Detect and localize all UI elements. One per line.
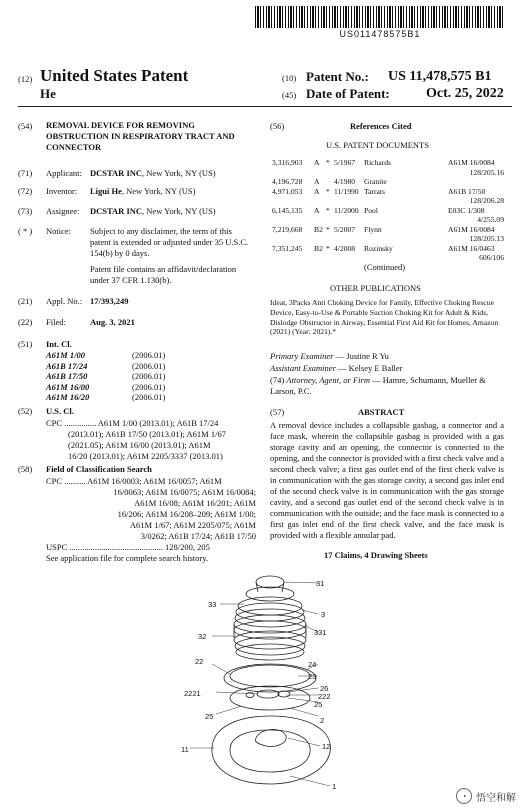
int-cl-row (46, 392, 165, 403)
ref-star: * (326, 224, 330, 234)
ref-kind: A (314, 205, 320, 215)
code-56: (56) (270, 121, 285, 131)
ref-date: 11/1990 (334, 186, 359, 196)
us-cl-label: U.S. Cl. (46, 406, 74, 416)
code-10: (10) (282, 73, 297, 83)
drawing-label: 25 (314, 700, 323, 709)
ref-number: 6,145,135 (272, 205, 303, 215)
ref-class: A61B 17/50 (448, 186, 486, 196)
connector-ring-3 (236, 644, 304, 660)
int-cl-table (46, 350, 165, 403)
ref-class-2: 128/206.28 (469, 196, 504, 205)
primary-examiner-name: — Justine R Yu (333, 351, 389, 361)
int-cl-date: (2006.01) (132, 381, 166, 392)
drawing-label: 222 (318, 692, 331, 701)
assistant-examiner-name: — Kelsey E Baller (335, 363, 403, 373)
assignee-label: Assignee: (46, 206, 80, 216)
field-search-line: USPC ............................................ 128/200, 205 (46, 542, 210, 552)
ref-name: Granite (364, 177, 387, 186)
int-cl-class: A61M 16/00 (46, 381, 90, 392)
drawing-label: 11 (181, 745, 189, 754)
code-58: (58) (18, 464, 33, 474)
ref-star (326, 177, 334, 187)
cap-flange (246, 587, 294, 601)
int-cl-row (46, 350, 165, 361)
ref-date: 4/1980 (334, 177, 356, 186)
code-57: (57) (270, 407, 285, 417)
reference-entry (272, 206, 504, 225)
field-search-label: Field of Classification Search (46, 464, 152, 474)
valve-disc-outer (224, 664, 316, 692)
us-cl-line: (2013.01); A61B 17/50 (2013.01); A61M 1/67 (68, 429, 226, 439)
code-22: (22) (18, 317, 33, 327)
watermark (456, 788, 516, 804)
primary-examiner-label: Primary Examiner (270, 351, 334, 361)
claims-summary: 17 Claims, 4 Drawing Sheets (324, 550, 428, 560)
code-52: (52) (18, 406, 33, 416)
patent-date: Oct. 25, 2022 (426, 86, 504, 101)
ref-star: * (326, 158, 330, 167)
code-54: (54) (18, 121, 33, 131)
affidavit-text: Patent file contains an affidavit/declaration under 37 CFR 1.130(b). (90, 264, 237, 285)
references-list (272, 158, 504, 263)
int-cl-row (46, 361, 165, 372)
ref-kind: A (314, 177, 320, 186)
us-cl-line: CPC ............... A61M 1/00 (2013.01); A61B 17/24 (46, 418, 219, 428)
patent-number: US 11,478,575 B1 (388, 69, 492, 84)
cap-top-ellipse (256, 576, 284, 588)
inventor-place: , New York, NY (US) (121, 186, 196, 196)
drawing-label: 26 (320, 684, 329, 693)
code-notice: ( * ) (18, 226, 33, 236)
wechat-icon: ◔ (456, 788, 472, 804)
field-search-line: See application file for complete search history. (46, 553, 209, 563)
drawing-label: 32 (198, 632, 207, 641)
ref-class-2: 128/205.13 (469, 234, 504, 243)
drawing-label: 22 (195, 657, 204, 666)
notice-text: Subject to any disclaimer, the term of this patent is extended or adjusted under 35 U.S.C. 154(b) by 0 days. (90, 226, 249, 258)
field-search-line: A61M 1/67; A61M 2205/075; A61M (129, 520, 256, 530)
drawing-label: 25 (205, 712, 214, 721)
applicant-name: DCSTAR INC (90, 168, 143, 178)
exploded-view-drawing (170, 566, 370, 796)
code-73: (73) (18, 206, 33, 216)
patent-no-label: Patent No.: (306, 69, 369, 84)
appl-no-value: 17/393,249 (90, 296, 129, 306)
ref-name: Richards (364, 158, 391, 167)
ref-name: Flynn (364, 224, 382, 234)
notice-label: Notice: (46, 226, 72, 236)
int-cl-class: A61B 17/50 (46, 371, 88, 381)
inventor-label: Inventor: (46, 186, 78, 196)
ref-class-2: 606/106 (479, 253, 504, 262)
us-cl-line: 16/20 (2013.01); A61M 2205/3337 (2013.01) (68, 451, 223, 461)
attorney-name: — Hamre, Schumann, Mueller & Larson, P.C. (270, 375, 486, 396)
other-publications-text: Ideat, 3Packs Anti Choking Device for Family, Effective Choking Rescue Device, Easy-to-Use & Portable Suction Choking Kit for Adult & Kids, Dislodge Obstructor in Airway, Essential First Aid Kit for Homes, Amazon (2021) (Year: 2021).* (270, 298, 499, 337)
ref-date: 5/1967 (334, 158, 356, 167)
code-12: (12) (18, 74, 33, 84)
code-71: (71) (18, 168, 33, 178)
date-label: Date of Patent: (306, 86, 390, 101)
assignee-place: , New York, NY (US) (142, 206, 216, 216)
int-cl-class: A61M 16/20 (46, 392, 90, 402)
valve-opening-a (257, 690, 279, 698)
ref-name: Tarrats (364, 186, 385, 196)
drawing-label: 1 (332, 782, 337, 791)
drawing-label: 23 (308, 672, 317, 681)
drawing-label: 24 (308, 660, 317, 669)
face-mask-pad (230, 730, 310, 772)
ref-kind: A (314, 186, 320, 196)
int-cl-date: (2006.01) (132, 371, 166, 381)
watermark-text: 悟空和解 (476, 792, 516, 804)
barcode (255, 6, 505, 28)
code-51: (51) (18, 339, 33, 349)
ref-number: 4,196,728 (272, 177, 303, 186)
ref-name: Rozinsky (364, 243, 393, 253)
code-21: (21) (18, 296, 33, 306)
reference-entry (272, 187, 504, 206)
ref-name: Pool (364, 205, 378, 215)
ref-star: * (326, 186, 330, 196)
continued-label: (Continued) (364, 262, 406, 272)
ref-number: 7,351,245 (272, 243, 303, 253)
field-search-line: 16/206; A61M 16/208–209; A61M 1/00; (117, 509, 256, 519)
ref-kind: B2 (314, 243, 323, 253)
int-cl-label: Int. Cl. (46, 339, 72, 349)
field-search-line: CPC .......... A61M 16/0003; A61M 16/0057; A61M (46, 476, 222, 486)
reference-entry (272, 225, 504, 244)
ref-star: * (326, 243, 330, 253)
us-cl-line: (2021.05); A61M 16/00 (2013.01); A61M (68, 440, 211, 450)
ref-class: E03C 1/308 (448, 205, 485, 215)
int-cl-date: (2006.01) (132, 350, 166, 360)
bellows-ring-5 (234, 621, 306, 639)
ref-number: 7,219,668 (272, 224, 303, 234)
field-search-block (46, 476, 256, 564)
ref-date: 5/2007 (334, 224, 356, 234)
ref-star: * (326, 205, 330, 215)
applicant-place: , New York, NY (US) (142, 168, 216, 178)
code-72: (72) (18, 186, 33, 196)
filed-label: Filed: (46, 317, 66, 327)
int-cl-date: (2006.01) (132, 392, 166, 402)
field-search-line: 3/0262; A61B 17/24; A61B 17/50 (140, 531, 256, 541)
connector-ring-2 (235, 637, 305, 655)
ref-kind: A (314, 158, 320, 167)
attorney (270, 375, 504, 397)
reference-entry (272, 177, 504, 187)
attorney-code: (74) (270, 375, 285, 385)
ref-class-2: 128/205.16 (469, 167, 504, 177)
ref-class: A61M 16/0084 (448, 158, 495, 167)
drawing-label: 2 (320, 716, 325, 725)
appl-no-label: Appl. No.: (46, 296, 83, 306)
barcode-number: US011478575B1 (339, 29, 421, 39)
ref-date: 4/2008 (334, 243, 356, 253)
other-publications-label: OTHER PUBLICATIONS (330, 283, 421, 293)
ref-class: A61M 16/0084 (448, 224, 495, 234)
drawing-label: 331 (314, 628, 327, 637)
ref-date: 11/2000 (334, 205, 359, 215)
drawing-label: 3 (321, 610, 326, 619)
int-cl-class: A61M 1/00 (46, 350, 85, 360)
code-45: (45) (282, 90, 297, 100)
ref-class-2: 4/255.09 (477, 215, 504, 224)
int-cl-date: (2006.01) (132, 360, 166, 371)
us-patent-docs-label: U.S. PATENT DOCUMENTS (326, 140, 429, 150)
applicant-label: Applicant: (46, 168, 82, 178)
abstract-label: ABSTRACT (358, 407, 405, 417)
filed-value: Aug. 3, 2021 (90, 317, 135, 327)
assignee-name: DCSTAR INC (90, 206, 143, 216)
us-cl-block (46, 418, 256, 462)
face-mask-port (255, 729, 286, 746)
inventor-surname: He (40, 86, 56, 101)
header-rule (18, 106, 512, 107)
abstract-text: A removal device includes a collapsible gasbag, a connector and a face mask, wherein the collapsible gasbag is provided with a gas storage cavity and an opening, the connector is connected to the opening, and the connector is provided with a first check valve and a second check valve; a first gas outlet end of the first check valve is in communication with the gas storage cavity, a second gas inlet end of the second check valve is in communication with the gas storage cavity, and a second gas outlet end of the second check valve is in communication with the outside; and the face mask is connected to a first gas inlet end of the first check valve, and the face mask is provided with a flexible annular pad. (270, 420, 504, 540)
patent-type-title: United States Patent (40, 66, 189, 85)
int-cl-row (46, 382, 165, 393)
int-cl-row (46, 371, 165, 382)
drawing-label: 33 (208, 600, 217, 609)
primary-examiner (270, 351, 504, 362)
reference-entry (272, 244, 504, 263)
assistant-examiner (270, 363, 504, 374)
inventor-name: Ligui He (90, 186, 122, 196)
drawing-label: 12 (322, 742, 331, 751)
ref-class: A61M 16/0463 (448, 243, 495, 253)
ref-number: 3,316,903 (272, 158, 303, 167)
ref-kind: B2 (314, 224, 323, 234)
invention-title: REMOVAL DEVICE FOR REMOVING OBSTRUCTION IN RESPIRATORY TRACT AND CONNECTOR (46, 120, 235, 152)
field-search-line: 16/0063; A61M 16/0075; A61M 16/0084; (113, 487, 256, 497)
drawing-label: 31 (316, 579, 325, 588)
field-search-line: A61M 16/08; A61M 16/201; A61M (134, 498, 256, 508)
int-cl-class: A61B 17/24 (46, 360, 88, 371)
attorney-label: Attorney, Agent, or Firm (286, 375, 370, 385)
references-cited-label: References Cited (350, 121, 412, 131)
ref-number: 4,971,053 (272, 186, 303, 196)
reference-entry (272, 158, 504, 177)
drawing-label: 2221 (184, 689, 201, 698)
assistant-examiner-label: Assistant Examiner (270, 363, 336, 373)
bellows-ring-1 (238, 597, 302, 615)
